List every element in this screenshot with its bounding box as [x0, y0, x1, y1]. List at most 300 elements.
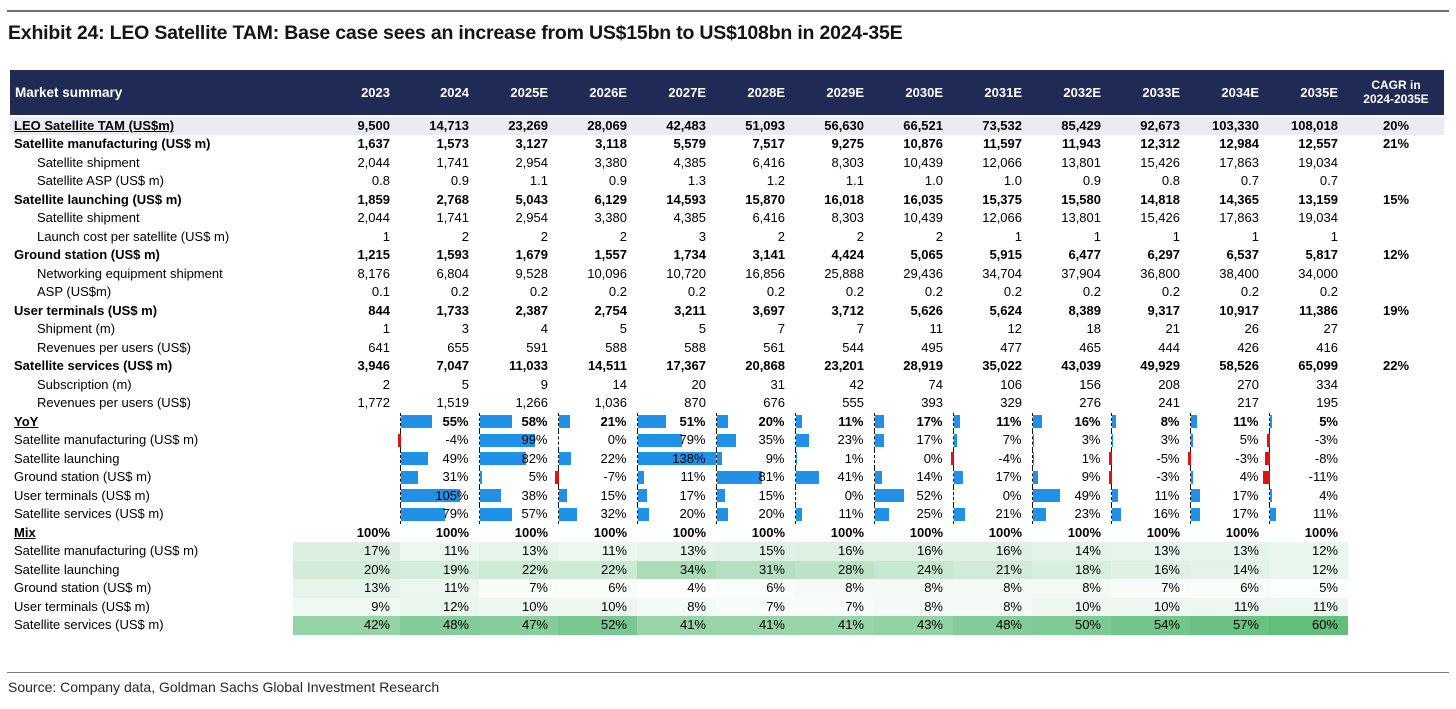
yoy-bar — [1267, 434, 1270, 447]
value-cell: 3,380 — [594, 210, 627, 226]
yoy-value: 9% — [765, 450, 785, 466]
yoy-bar — [1033, 508, 1046, 521]
value-cell: 1 — [382, 321, 390, 337]
value-cell: 92,673 — [1111, 116, 1190, 135]
value-cell: 270 — [1237, 376, 1259, 392]
yoy-value: 21% — [600, 413, 627, 429]
value-cell: 27 — [1323, 321, 1338, 337]
mix-cell: 100% — [830, 524, 864, 540]
row-label-text: User terminals (US$ m) — [14, 302, 158, 318]
value-cell: 0.2 — [1082, 284, 1101, 300]
year-header: 2030E — [874, 70, 953, 116]
value-cell: 2,044 — [357, 210, 390, 226]
yoy-cell — [1032, 468, 1111, 487]
yoy-bar — [1033, 489, 1061, 502]
table-header — [10, 70, 1444, 116]
cagr-cell: 15% — [1382, 191, 1410, 207]
value-cell: 844 — [368, 302, 390, 318]
mix-cell: 48% — [953, 616, 1032, 635]
yoy-bar — [638, 471, 644, 484]
yoy-bar — [480, 471, 483, 484]
yoy-row — [10, 468, 1444, 487]
value-cell: 0.2 — [924, 284, 943, 300]
mix-cell: 20% — [293, 561, 400, 580]
yoy-value: 138% — [672, 450, 706, 466]
cagr-cell — [1348, 172, 1444, 191]
cagr-cell — [1348, 320, 1444, 339]
yoy-cell — [1111, 413, 1190, 432]
value-cell: 495 — [921, 339, 943, 355]
year-header: 2023 — [293, 70, 400, 116]
yoy-cell — [558, 450, 637, 469]
value-cell: 14,593 — [666, 191, 706, 207]
row-label — [10, 505, 293, 524]
yoy-bar — [1109, 471, 1112, 484]
yoy-cell — [293, 487, 400, 506]
row-label — [10, 228, 293, 247]
table-row — [10, 394, 1444, 413]
row-label-text: Subscription (m) — [37, 376, 132, 392]
value-cell: 416 — [1316, 339, 1338, 355]
row-label-text: Revenues per users (US$) — [37, 339, 191, 355]
row-label-text: Ground station (US$ m) — [14, 247, 160, 263]
yoy-value: 51% — [679, 413, 706, 429]
yoy-value: 0% — [844, 487, 864, 503]
value-cell: 9,500 — [293, 116, 400, 135]
mix-cell: 8% — [795, 579, 874, 598]
yoy-bar — [1033, 434, 1035, 447]
value-cell: 0.8 — [1161, 173, 1180, 189]
value-cell: 465 — [1079, 339, 1101, 355]
row-label-text: Satellite launching — [14, 561, 120, 577]
value-cell: 1.1 — [845, 173, 864, 189]
yoy-value: 99% — [521, 432, 548, 448]
value-cell: 7 — [856, 321, 864, 337]
yoy-value: 41% — [837, 469, 864, 485]
value-cell: 49,929 — [1140, 358, 1180, 374]
value-cell: 2 — [619, 228, 627, 244]
cagr-header-line: 2024-2035E — [1363, 91, 1429, 106]
value-cell: 4,385 — [673, 210, 706, 226]
yoy-value: 11% — [996, 413, 1022, 429]
value-cell: 2 — [540, 228, 548, 244]
value-cell: 10,439 — [903, 210, 943, 226]
yoy-bar — [1033, 415, 1042, 428]
value-cell: 15,870 — [745, 191, 785, 207]
value-cell: 11 — [929, 321, 943, 337]
yoy-bar — [401, 508, 446, 521]
value-cell: 56,630 — [795, 116, 874, 135]
cagr-cell — [1348, 561, 1444, 580]
value-cell: 1 — [1172, 228, 1180, 244]
mix-cell: 14% — [1190, 561, 1269, 580]
value-cell: 108,018 — [1269, 116, 1348, 135]
yoy-bar — [1033, 452, 1034, 465]
yoy-cell — [1111, 468, 1190, 487]
yoy-bar — [717, 508, 728, 521]
mix-cell: 5% — [1269, 579, 1348, 598]
cagr-cell — [1348, 265, 1444, 284]
yoy-cell — [953, 505, 1032, 524]
yoy-bar — [875, 489, 904, 502]
row-label-text: Satellite shipment — [37, 154, 140, 170]
mix-cell: 100% — [1304, 524, 1338, 540]
value-cell: 276 — [1079, 395, 1101, 411]
row-label-text: User terminals (US$ m) — [14, 598, 150, 614]
yoy-cell — [1269, 505, 1348, 524]
row-label-text: Satellite services (US$ m) — [14, 358, 173, 374]
mix-cell: 8% — [874, 579, 953, 598]
mix-cell: 16% — [874, 542, 953, 561]
value-cell: 4,385 — [673, 154, 706, 170]
yoy-cell — [716, 487, 795, 506]
yoy-cell — [716, 431, 795, 450]
yoy-cell — [400, 505, 479, 524]
yoy-bar — [796, 415, 802, 428]
value-cell: 6,804 — [436, 265, 469, 281]
yoy-value: 58% — [521, 413, 548, 429]
yoy-cell — [716, 413, 795, 432]
yoy-value: 4% — [1239, 469, 1259, 485]
yoy-cell — [400, 413, 479, 432]
yoy-cell — [795, 450, 874, 469]
row-label-text: Satellite services (US$ m) — [14, 506, 164, 522]
yoy-cell — [637, 431, 716, 450]
value-cell: 17,863 — [1219, 154, 1259, 170]
row-label — [10, 172, 293, 191]
row-label-text: Satellite launching (US$ m) — [14, 191, 182, 207]
yoy-bar — [1109, 452, 1112, 465]
row-label-text: Satellite shipment — [37, 210, 140, 226]
value-cell: 1,573 — [436, 136, 469, 152]
yoy-value: 17% — [1232, 506, 1259, 522]
value-cell: 1.2 — [766, 173, 785, 189]
source-note: Source: Company data, Goldman Sachs Global Investment Research — [8, 679, 440, 695]
mix-cell: 34% — [637, 561, 716, 580]
yoy-bar — [875, 415, 885, 428]
value-cell: 1,741 — [436, 154, 469, 170]
cagr-cell — [1348, 524, 1444, 543]
yoy-cell — [953, 468, 1032, 487]
value-cell: 3,211 — [674, 302, 706, 318]
mix-cell: 11% — [400, 579, 479, 598]
yoy-cell — [716, 450, 795, 469]
value-cell: 5 — [619, 321, 627, 337]
yoy-bar — [401, 415, 432, 428]
yoy-cell — [1032, 431, 1111, 450]
yoy-cell — [953, 431, 1032, 450]
yoy-value: 17% — [1232, 487, 1259, 503]
yoy-bar — [1191, 508, 1201, 521]
cagr-cell — [1348, 616, 1444, 635]
yoy-bar — [1270, 415, 1273, 428]
yoy-bar — [480, 489, 501, 502]
yoy-bar — [1270, 489, 1272, 502]
mix-cell: 41% — [716, 616, 795, 635]
mix-cell: 48% — [400, 616, 479, 635]
yoy-cell — [795, 468, 874, 487]
mix-cell: 52% — [558, 616, 637, 635]
value-cell: 8,303 — [831, 210, 864, 226]
row-label — [10, 135, 293, 154]
mix-cell: 41% — [637, 616, 716, 635]
value-cell: 1 — [1251, 228, 1259, 244]
mix-cell: 9% — [293, 598, 400, 617]
row-label-text: Revenues per users (US$) — [37, 395, 191, 411]
row-label-text: Satellite ASP (US$ m) — [37, 173, 164, 189]
yoy-value: 11% — [1233, 413, 1259, 429]
value-cell: 15,580 — [1061, 191, 1101, 207]
value-cell: 5,626 — [910, 302, 943, 318]
value-cell: 0.2 — [529, 284, 548, 300]
mix-cell: 8% — [953, 598, 1032, 617]
value-cell: 15,375 — [982, 191, 1022, 207]
yoy-bar — [717, 434, 737, 447]
value-cell: 2,954 — [515, 210, 548, 226]
row-label-text: Ground station (US$ m) — [14, 580, 152, 596]
value-cell: 1 — [1330, 228, 1338, 244]
value-cell: 23,269 — [479, 116, 558, 135]
yoy-value: 0% — [1002, 487, 1022, 503]
mix-cell: 7% — [1111, 579, 1190, 598]
yoy-cell — [1111, 505, 1190, 524]
year-header: 2035E — [1269, 70, 1348, 116]
yoy-cell — [795, 431, 874, 450]
yoy-bar — [1112, 508, 1121, 521]
yoy-value: -4% — [998, 450, 1022, 466]
mix-cell: 12% — [1269, 561, 1348, 580]
yoy-cell — [293, 505, 400, 524]
mix-cell: 22% — [479, 561, 558, 580]
value-cell: 1,593 — [436, 247, 469, 263]
value-cell: 3,141 — [752, 247, 785, 263]
yoy-bar — [875, 434, 885, 447]
yoy-row — [10, 413, 1444, 432]
mix-cell: 8% — [1032, 579, 1111, 598]
value-cell: 10,439 — [903, 154, 943, 170]
mix-cell: 22% — [558, 561, 637, 580]
value-cell: 3,118 — [595, 136, 627, 152]
yoy-value: 82% — [521, 450, 548, 466]
yoy-cell — [1190, 431, 1269, 450]
value-cell: 11,033 — [508, 358, 548, 374]
year-header: 2034E — [1190, 70, 1269, 116]
value-cell: 11,597 — [982, 136, 1022, 152]
value-cell: 16,035 — [903, 191, 943, 207]
yoy-cell — [400, 487, 479, 506]
row-label-text: User terminals (US$ m) — [14, 487, 150, 503]
yoy-value: 15% — [758, 487, 785, 503]
value-cell: 0.7 — [1240, 173, 1259, 189]
value-cell: 66,521 — [874, 116, 953, 135]
yoy-value: 7% — [1002, 432, 1022, 448]
value-cell: 10,876 — [903, 136, 943, 152]
yoy-cell — [400, 431, 479, 450]
yoy-value: 23% — [837, 432, 864, 448]
cagr-cell — [1348, 450, 1444, 469]
yoy-value: -3% — [1156, 469, 1180, 485]
yoy-value: 17% — [916, 413, 943, 429]
top-rule — [7, 10, 1449, 12]
table-row — [10, 339, 1444, 358]
yoy-bar — [559, 452, 571, 465]
yoy-value: 16% — [1153, 506, 1180, 522]
value-cell: 3 — [461, 321, 469, 337]
row-label-text: Satellite manufacturing (US$ m) — [14, 136, 211, 152]
mix-cell: 100% — [672, 524, 706, 540]
value-cell: 561 — [763, 339, 785, 355]
yoy-bar — [951, 452, 954, 465]
yoy-cell — [479, 468, 558, 487]
value-cell: 0.9 — [1082, 173, 1101, 189]
mix-cell: 100% — [988, 524, 1022, 540]
mix-cell: 16% — [1111, 561, 1190, 580]
yoy-bar — [480, 415, 513, 428]
table-body — [10, 116, 1444, 635]
row-label — [10, 561, 293, 580]
value-cell: 15,426 — [1140, 210, 1180, 226]
yoy-cell — [400, 468, 479, 487]
yoy-value: 5% — [528, 469, 548, 485]
mix-cell: 4% — [637, 579, 716, 598]
value-cell: 19,034 — [1298, 154, 1338, 170]
mix-cell: 100% — [1225, 524, 1259, 540]
yoy-cell — [293, 450, 400, 469]
value-cell: 5,624 — [989, 302, 1022, 318]
value-cell: 591 — [526, 339, 548, 355]
yoy-cell — [637, 468, 716, 487]
yoy-value: 15% — [600, 487, 627, 503]
value-cell: 4,424 — [831, 247, 864, 263]
value-cell: 393 — [921, 395, 943, 411]
yoy-bar — [796, 508, 802, 521]
yoy-bar — [717, 452, 722, 465]
value-cell: 6,416 — [752, 154, 785, 170]
yoy-cell — [874, 487, 953, 506]
yoy-bar — [638, 415, 667, 428]
value-cell: 38,400 — [1219, 265, 1259, 281]
yoy-bar — [401, 471, 419, 484]
yoy-cell — [558, 505, 637, 524]
row-label — [10, 302, 293, 321]
yoy-value: 11% — [838, 506, 864, 522]
value-cell: 1 — [1093, 228, 1101, 244]
mix-cell: 100% — [435, 524, 469, 540]
yoy-cell — [479, 431, 558, 450]
cagr-cell — [1348, 376, 1444, 395]
value-cell: 12,984 — [1219, 136, 1259, 152]
yoy-value: 1% — [844, 450, 864, 466]
yoy-bar — [1188, 452, 1191, 465]
yoy-cell — [795, 487, 874, 506]
yoy-value: 11% — [680, 469, 706, 485]
value-cell: 8,176 — [357, 265, 390, 281]
value-cell: 14,713 — [400, 116, 479, 135]
value-cell: 5 — [698, 321, 706, 337]
mix-row — [10, 616, 1444, 635]
value-cell: 0.9 — [450, 173, 469, 189]
yoy-value: 49% — [442, 450, 469, 466]
yoy-cell — [1190, 468, 1269, 487]
cagr-cell — [1348, 579, 1444, 598]
value-cell: 42,483 — [637, 116, 716, 135]
value-cell: 9,317 — [1147, 302, 1180, 318]
yoy-bar — [1112, 434, 1114, 447]
value-cell: 1,557 — [594, 247, 627, 263]
value-cell: 444 — [1158, 339, 1180, 355]
yoy-value: 5% — [1319, 413, 1338, 429]
mix-cell: 7% — [716, 598, 795, 617]
year-header: 2032E — [1032, 70, 1111, 116]
value-cell: 26 — [1244, 321, 1259, 337]
value-cell: 73,532 — [953, 116, 1032, 135]
yoy-value: 3% — [1081, 432, 1101, 448]
mix-cell: 19% — [400, 561, 479, 580]
yoy-cell — [637, 487, 716, 506]
value-cell: 16,018 — [824, 191, 864, 207]
mix-cell: 54% — [1111, 616, 1190, 635]
cagr-cell: 19% — [1382, 302, 1410, 318]
yoy-bar — [480, 508, 512, 521]
value-cell: 1,859 — [357, 191, 390, 207]
row-label — [10, 339, 293, 358]
value-cell: 28,069 — [558, 116, 637, 135]
value-cell: 0.9 — [608, 173, 627, 189]
yoy-bar — [638, 508, 649, 521]
mix-cell: 11% — [558, 542, 637, 561]
row-label — [10, 154, 293, 173]
mix-cell: 16% — [795, 542, 874, 561]
cagr-cell — [1348, 487, 1444, 506]
value-cell: 5,065 — [910, 247, 943, 263]
value-cell: 1,679 — [515, 247, 548, 263]
value-cell: 12,557 — [1298, 136, 1338, 152]
value-cell: 1,519 — [436, 395, 469, 411]
mix-cell: 15% — [716, 542, 795, 561]
value-cell: 12,066 — [982, 210, 1022, 226]
value-cell: 1.0 — [924, 173, 943, 189]
value-cell: 544 — [842, 339, 864, 355]
tam-table — [10, 70, 1444, 635]
yoy-bar — [1191, 434, 1194, 447]
yoy-bar — [1033, 471, 1038, 484]
table-row — [10, 154, 1444, 173]
yoy-value: -8% — [1314, 450, 1338, 466]
yoy-bar — [1270, 508, 1276, 521]
mix-cell: 8% — [874, 598, 953, 617]
value-cell: 10,720 — [666, 265, 706, 281]
value-cell: 1.1 — [529, 173, 548, 189]
mix-cell: 43% — [874, 616, 953, 635]
yoy-bar — [796, 452, 797, 465]
row-label-text: Mix — [14, 524, 36, 540]
value-cell: 208 — [1158, 376, 1180, 392]
mix-row — [10, 542, 1444, 561]
yoy-cell — [1032, 505, 1111, 524]
header-row — [10, 70, 1444, 116]
cagr-cell — [1348, 339, 1444, 358]
cagr-cell: 20% — [1348, 116, 1444, 135]
value-cell: 18 — [1086, 321, 1101, 337]
yoy-cell — [293, 431, 400, 450]
yoy-row — [10, 450, 1444, 469]
value-cell: 12,312 — [1140, 136, 1180, 152]
year-header: 2028E — [716, 70, 795, 116]
value-cell: 103,330 — [1190, 116, 1269, 135]
yoy-value: 21% — [995, 506, 1022, 522]
mix-cell: 8% — [637, 598, 716, 617]
yoy-bar — [1191, 415, 1197, 428]
